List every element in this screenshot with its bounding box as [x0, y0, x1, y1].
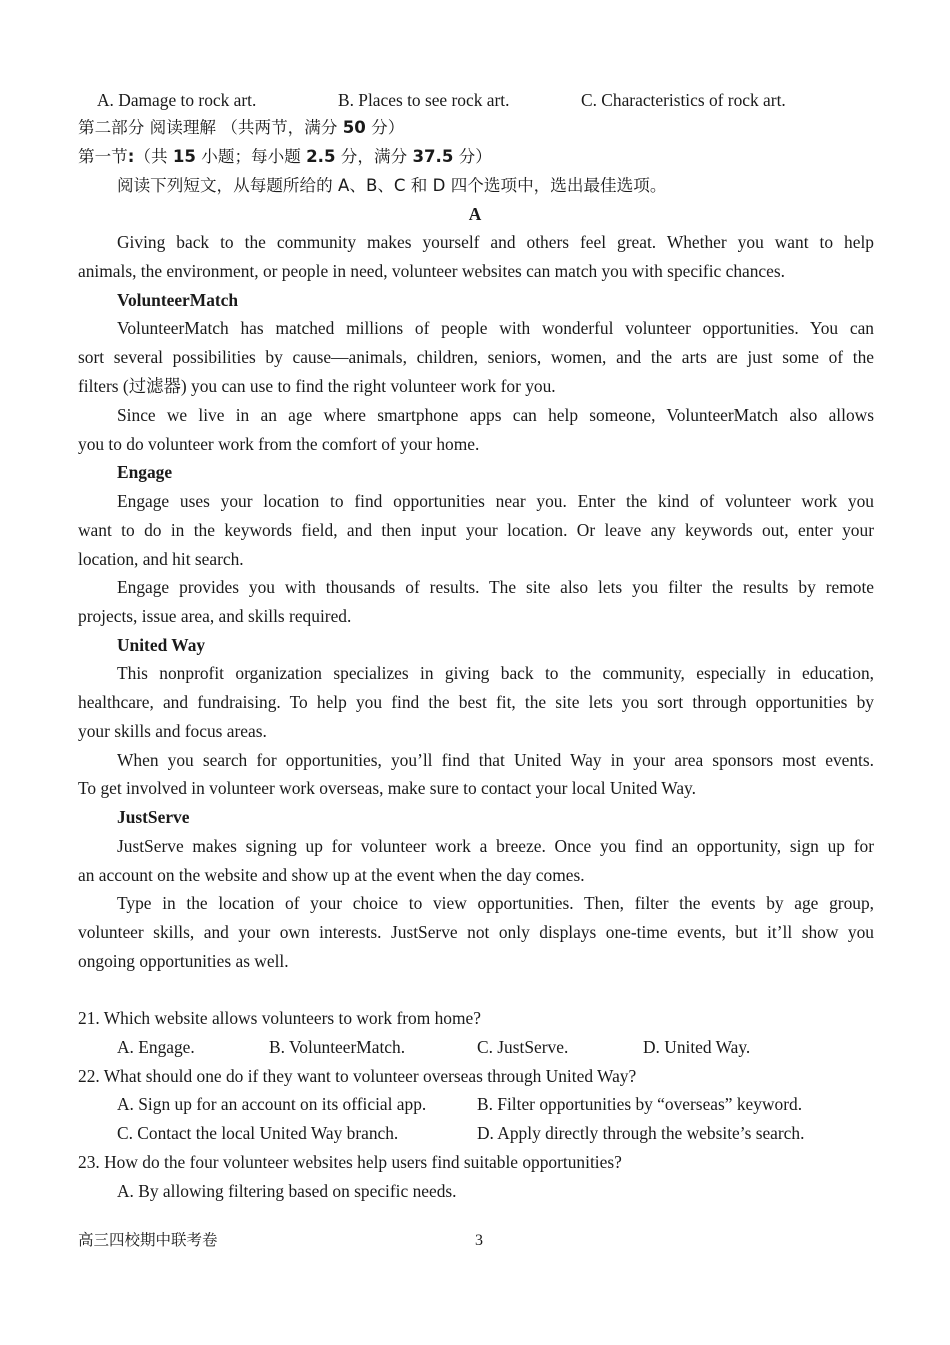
paragraph-line: your skills and focus areas.: [78, 721, 267, 741]
paragraph-line: an account on the website and show up at the event when the day comes.: [78, 865, 585, 885]
page-number: 3: [475, 1232, 483, 1249]
prev-option-c: C. Characteristics of rock art.: [581, 90, 786, 110]
paragraph-line: healthcare, and fundraising. To help you find the best fit, the site lets you sort through opportunities by: [78, 692, 874, 712]
paragraph-line: When you search for opportunities, you’ll find that United Way in your area sponsors most events.: [117, 750, 874, 770]
paragraph-line: location, and hit search.: [78, 549, 244, 569]
question-22-stem: 22. What should one do if they want to volunteer overseas through United Way?: [78, 1066, 637, 1086]
heading-justserve: JustServe: [117, 807, 190, 827]
prev-option-a: A. Damage to rock art.: [97, 90, 257, 110]
paragraph-line: Engage uses your location to find opportunities near you. Enter the kind of volunteer work you: [117, 491, 874, 511]
passage-letter: A: [468, 204, 482, 224]
q21-option-b: B. VolunteerMatch.: [269, 1037, 406, 1057]
paragraph-line: To get involved in volunteer work overseas, make sure to contact your local United Way.: [78, 778, 696, 798]
q23-option-a: A. By allowing filtering based on specific needs.: [117, 1181, 457, 1201]
paragraph-line: volunteer skills, and your own interests. JustServe not only displays one-time events, but it’ll show you: [78, 922, 874, 942]
footer-exam-title: 高三四校期中联考卷: [78, 1231, 218, 1249]
q21-option-a: A. Engage.: [117, 1037, 195, 1057]
paragraph-line: want to do in the keywords field, and then input your location. Or leave any keywords out, enter your: [78, 520, 874, 540]
paragraph-line: projects, issue area, and skills required.: [78, 606, 352, 626]
q22-option-c: C. Contact the local United Way branch.: [117, 1123, 399, 1143]
prev-option-b: B. Places to see rock art.: [338, 90, 510, 110]
question-21-stem: 21. Which website allows volunteers to work from home?: [78, 1008, 481, 1028]
paragraph-line: ongoing opportunities as well.: [78, 951, 289, 971]
q21-option-c: C. JustServe.: [477, 1037, 569, 1057]
part2-heading: 第二部分 阅读理解 （共两节，满分 50 分）: [78, 118, 405, 137]
question-23-stem: 23. How do the four volunteer websites help users find suitable opportunities?: [78, 1152, 622, 1172]
heading-united-way: United Way: [117, 635, 206, 655]
paragraph-line: Type in the location of your choice to view opportunities. Then, filter the events by age group,: [117, 893, 874, 913]
q21-option-d: D. United Way.: [643, 1037, 751, 1057]
paragraph-line: filters (过滤器) you can use to find the right volunteer work for you.: [78, 376, 556, 396]
section1-heading: 第一节:（共 15 小题；每小题 2.5 分，满分 37.5 分）: [78, 147, 492, 166]
paragraph-line: you to do volunteer work from the comfort of your home.: [78, 434, 480, 454]
instruction: 阅读下列短文，从每题所给的 A、B、C 和 D 四个选项中，选出最佳选项。: [117, 176, 667, 195]
paragraph-line: Since we live in an age where smartphone apps can help someone, VolunteerMatch also allows: [117, 405, 874, 425]
paragraph-line: This nonprofit organization specializes in giving back to the community, especially in education,: [117, 663, 874, 683]
paragraph-line: sort several possibilities by cause—animals, children, seniors, women, and the arts are just some of the: [78, 347, 874, 367]
paragraph-line: Engage provides you with thousands of results. The site also lets you filter the results by remote: [117, 577, 874, 597]
q22-option-a: A. Sign up for an account on its official app.: [117, 1094, 427, 1114]
q22-option-b: B. Filter opportunities by “overseas” keyword.: [477, 1094, 803, 1114]
intro-line: animals, the environment, or people in need, volunteer websites can match you with specific chances.: [78, 261, 785, 281]
paragraph-line: JustServe makes signing up for volunteer work a breeze. Once you find an opportunity, sign up for: [117, 836, 874, 856]
intro-line: Giving back to the community makes yourself and others feel great. Whether you want to help: [117, 232, 874, 252]
heading-engage: Engage: [117, 462, 173, 482]
heading-volunteermatch: VolunteerMatch: [117, 290, 239, 310]
q22-option-d: D. Apply directly through the website’s search.: [477, 1123, 805, 1143]
paragraph-line: VolunteerMatch has matched millions of people with wonderful volunteer opportunities. You can: [117, 318, 874, 338]
